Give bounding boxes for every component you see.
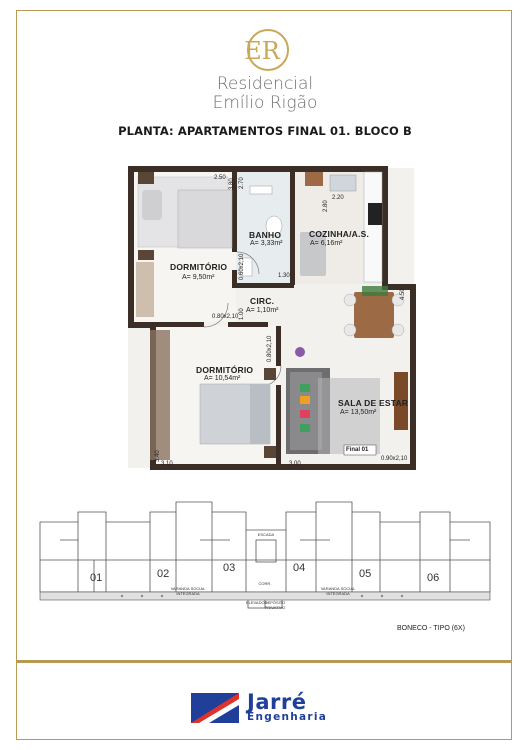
door-dim-label: 0.60x2,10 (239, 253, 245, 280)
room-area-banho: A= 3,33m² (250, 240, 283, 247)
door-dim-label: 0.80x2,10 (267, 335, 273, 362)
brand-name-line1: Residencial (216, 74, 314, 94)
dim-label: 2.80 (323, 200, 329, 212)
room-area-sala: A= 13,50m² (340, 409, 377, 416)
key-deposito-label: DEPÓSITO PRIVATIVO (264, 600, 286, 610)
key-varanda-label: VARANDA SOCIAL INTEGRADA (170, 586, 206, 596)
room-area-cozinha: A= 6,16m² (310, 240, 343, 247)
dim-label: 3.00 (289, 461, 301, 467)
key-unit-label: 06 (427, 572, 440, 584)
key-varanda-label: VARANDA SOCIAL INTEGRADA (320, 586, 356, 596)
brand-name-line2: Emílio Rigão (212, 93, 318, 113)
room-label-dormitorio-1: DORMITÓRIO (170, 262, 228, 272)
key-unit-label: 01 (90, 572, 103, 584)
room-label-circ: CIRC. (250, 296, 275, 306)
room-area-dormitorio-1: A= 9,50m² (182, 274, 215, 281)
key-unit-label: 04 (293, 562, 306, 574)
dim-label: 3.40 (155, 450, 161, 462)
key-unit-label: 03 (223, 562, 236, 574)
footer-divider (16, 660, 512, 663)
key-elevador-label: ELEVADOR (246, 600, 268, 605)
dim-label: 3.80 (229, 178, 235, 190)
dim-label: 2.70 (239, 177, 245, 189)
key-plan-caption: BONECO - TIPO (6X) (397, 625, 465, 632)
jarre-logo-icon (191, 693, 241, 725)
final-unit-label: Final 01 (346, 447, 369, 453)
key-unit-label: 02 (157, 568, 170, 580)
room-label-dormitorio-2: DORMITÓRIO (196, 365, 254, 375)
dim-label: 1.30 (278, 273, 290, 279)
room-label-banho: BANHO (249, 230, 282, 240)
dim-label: 4.50 (400, 288, 406, 300)
key-unit-label: 05 (359, 568, 372, 580)
company-name: Jarré (247, 690, 307, 714)
company-subtitle: Engenharia (247, 711, 328, 723)
key-corridor-label: CORR. (258, 581, 272, 586)
dim-label: 1.00 (239, 308, 245, 320)
room-label-cozinha: COZINHA/A.S. (309, 229, 370, 239)
room-label-sala: SALA DE ESTAR (338, 398, 409, 408)
door-dim-label: 0.90x2,10 (381, 456, 408, 462)
monogram-text: ER (244, 37, 280, 65)
room-area-circ: A= 1,10m² (246, 307, 279, 314)
dim-label: 2.50 (214, 175, 226, 181)
key-escada-label: ESCADA (257, 532, 275, 537)
room-area-dormitorio-2: A= 10,54m² (204, 375, 241, 382)
plan-title: PLANTA: APARTAMENTOS FINAL 01. BLOCO B (118, 124, 412, 138)
dim-label: 2.20 (332, 195, 344, 201)
door-dim-label: 0.80x2,10 (212, 314, 239, 320)
dim-label: 3.10 (161, 461, 173, 467)
